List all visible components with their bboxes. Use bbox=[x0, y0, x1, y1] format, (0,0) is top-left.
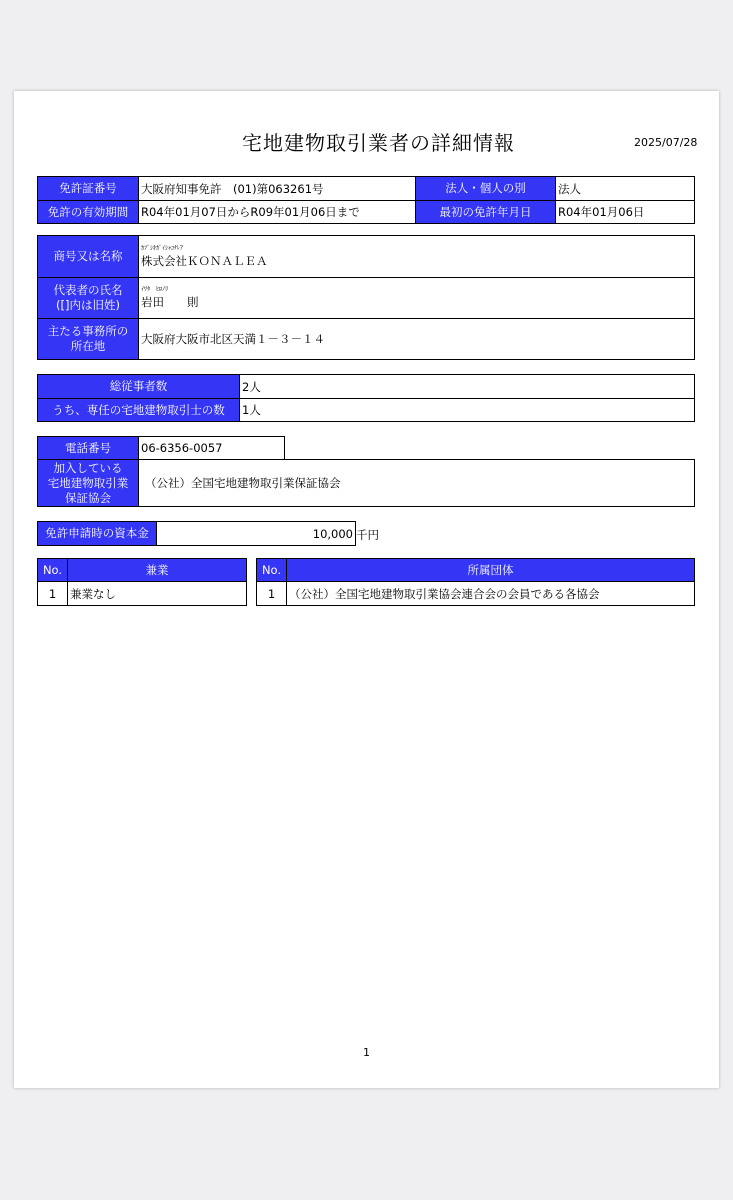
document-page bbox=[14, 91, 719, 1088]
entity-type-value: 法人 bbox=[555, 176, 695, 201]
office-address-label-line2: 所在地 bbox=[70, 339, 106, 353]
phone-label: 電話番号 bbox=[37, 436, 139, 460]
representative-name: 岩田 則 bbox=[141, 295, 199, 309]
licensed-agents-label: うち、専任の宅地建物取引士の数 bbox=[37, 398, 240, 422]
side-business-row-text: 兼業なし bbox=[67, 581, 247, 606]
company-name-label: 商号又は名称 bbox=[37, 235, 139, 278]
side-business-no-header: No. bbox=[37, 558, 68, 582]
first-license-date-value: R04年01月06日 bbox=[555, 200, 695, 224]
guarantee-association-label bbox=[37, 459, 139, 507]
entity-type-label: 法人・個人の別 bbox=[415, 176, 556, 201]
office-address-label-line1: 主たる事務所の bbox=[47, 324, 129, 338]
side-business-header: 兼業 bbox=[67, 558, 247, 582]
licensed-agents-value: 1人 bbox=[239, 398, 695, 422]
first-license-date-label: 最初の免許年月日 bbox=[415, 200, 556, 224]
total-staff-value: 2人 bbox=[239, 374, 695, 399]
guarantee-association-label-line1: 加入している bbox=[53, 460, 123, 475]
representative-kana: ｲﾜﾀ ﾋﾛﾉﾘ bbox=[141, 286, 169, 293]
phone-value: 06-6356-0057 bbox=[138, 436, 285, 460]
license-validity-label: 免許の有効期間 bbox=[37, 200, 139, 224]
guarantee-association-label-line3: 保証協会 bbox=[65, 490, 111, 505]
total-staff-label: 総従事者数 bbox=[37, 374, 240, 399]
affiliations-row-no: 1 bbox=[256, 581, 287, 606]
representative-field bbox=[138, 277, 695, 319]
page-number: 1 bbox=[363, 1046, 370, 1059]
representative-label-line2: ([]内は旧姓) bbox=[56, 298, 120, 312]
side-business-row-no: 1 bbox=[37, 581, 68, 606]
company-name-value: 株式会社ＫＯＮＡＬＥＡ bbox=[141, 253, 268, 268]
capital-unit: 千円 bbox=[356, 528, 379, 542]
representative-label-line1: 代表者の氏名 bbox=[53, 283, 123, 297]
affiliations-header: 所属団体 bbox=[286, 558, 695, 582]
capital-value: 10,000 bbox=[156, 521, 356, 546]
office-address-value: 大阪府大阪市北区天満１－３－１４ bbox=[138, 318, 695, 360]
company-name-kana: ｶﾌﾞｼｷｶﾞｲｼｬｺﾅﾚｱ bbox=[141, 244, 184, 252]
license-validity-value: R04年01月07日からR09年01月06日まで bbox=[138, 200, 416, 224]
representative-label bbox=[37, 277, 139, 319]
report-date: 2025/07/28 bbox=[634, 136, 698, 149]
page-title: 宅地建物取引業者の詳細情報 bbox=[242, 131, 515, 155]
affiliations-row-text: （公社）全国宅地建物取引業協会連合会の会員である各協会 bbox=[286, 581, 695, 606]
affiliations-no-header: No. bbox=[256, 558, 287, 582]
license-number-value: 大阪府知事免許 (01)第063261号 bbox=[138, 176, 416, 201]
office-address-label bbox=[37, 318, 139, 360]
guarantee-association-label-line2: 宅地建物取引業 bbox=[47, 475, 129, 490]
company-name-field bbox=[138, 235, 695, 278]
guarantee-association-value: （公社）全国宅地建物取引業保証協会 bbox=[138, 459, 695, 507]
license-number-label: 免許証番号 bbox=[37, 176, 139, 201]
capital-label: 免許申請時の資本金 bbox=[37, 521, 157, 546]
